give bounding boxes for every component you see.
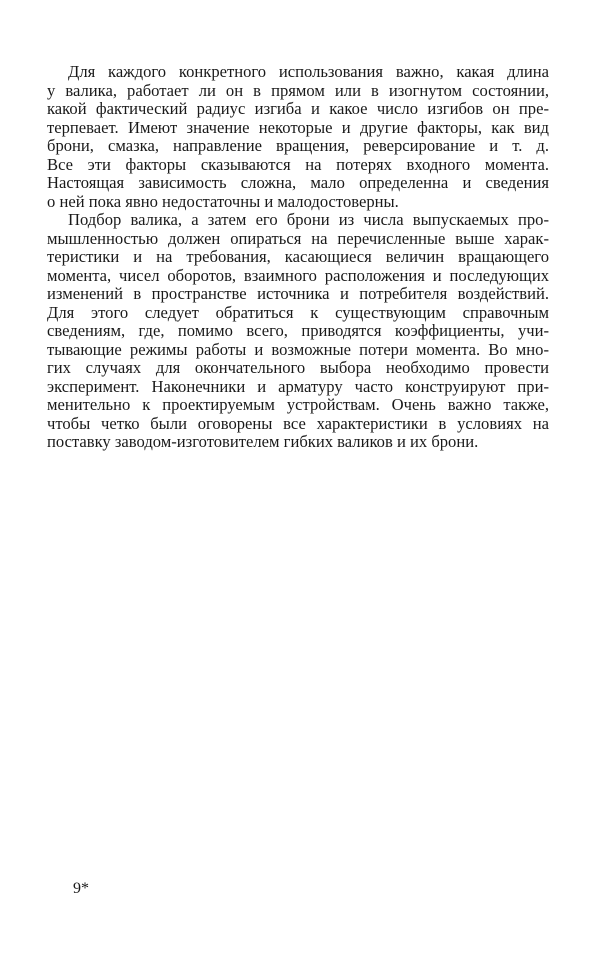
- text-line: теристики и на требования, касающиеся величин вращающего: [47, 248, 549, 266]
- page-folio-mark: 9*: [73, 880, 89, 897]
- text-line: Все эти факторы сказываются на потерях входного момента.: [47, 155, 549, 174]
- text-line: Подбор валика, а затем его брони из числа выпускаемых про-: [68, 211, 549, 229]
- text-line: чтобы четко были оговорены все характеристики в условиях на: [47, 414, 549, 433]
- text-line: брони, смазка, направление вращения, реверсирование и т. д.: [47, 137, 549, 155]
- text-line: эксперимент. Наконечники и арматуру часто конструируют при-: [47, 377, 549, 396]
- text-line: сведениям, где, помимо всего, приводятся коэффициенты, учи-: [47, 322, 549, 340]
- text-line: Настоящая зависимость сложна, мало определенна и сведения: [47, 174, 549, 192]
- text-line: Для этого следует обратиться к существующим справочным: [47, 303, 549, 322]
- text-line: менительно к проектируемым устройствам. Очень важно также,: [47, 396, 549, 414]
- text-line: о ней пока явно недостаточны и малодостоверны.: [47, 192, 399, 211]
- text-line: поставку заводом-изготовителем гибких валиков и их брони.: [47, 433, 479, 451]
- page-body: [47, 63, 549, 452]
- text-line: мышленностью должен опираться на перечисленные выше харак-: [47, 229, 549, 248]
- text-line: у валика, работает ли он в прямом или в изогнутом состоянии,: [47, 81, 549, 100]
- paragraph-2: [47, 211, 549, 452]
- text-line: тывающие режимы работы и возможные потери момента. Во мно-: [47, 340, 549, 359]
- text-line: Для каждого конкретного использования важно, какая длина: [68, 63, 549, 81]
- text-line: какой фактический радиус изгиба и какое число изгибов он пре-: [47, 100, 549, 118]
- text-line: момента, чисел оборотов, взаимного расположения и последующих: [47, 266, 549, 285]
- text-line: гих случаях для окончательного выбора необходимо провести: [47, 359, 549, 377]
- text-line: терпевает. Имеют значение некоторые и другие факторы, как вид: [47, 118, 549, 137]
- paragraph-1: [47, 63, 549, 211]
- text-line: изменений в пространстве источника и потребителя воздействий.: [47, 285, 549, 303]
